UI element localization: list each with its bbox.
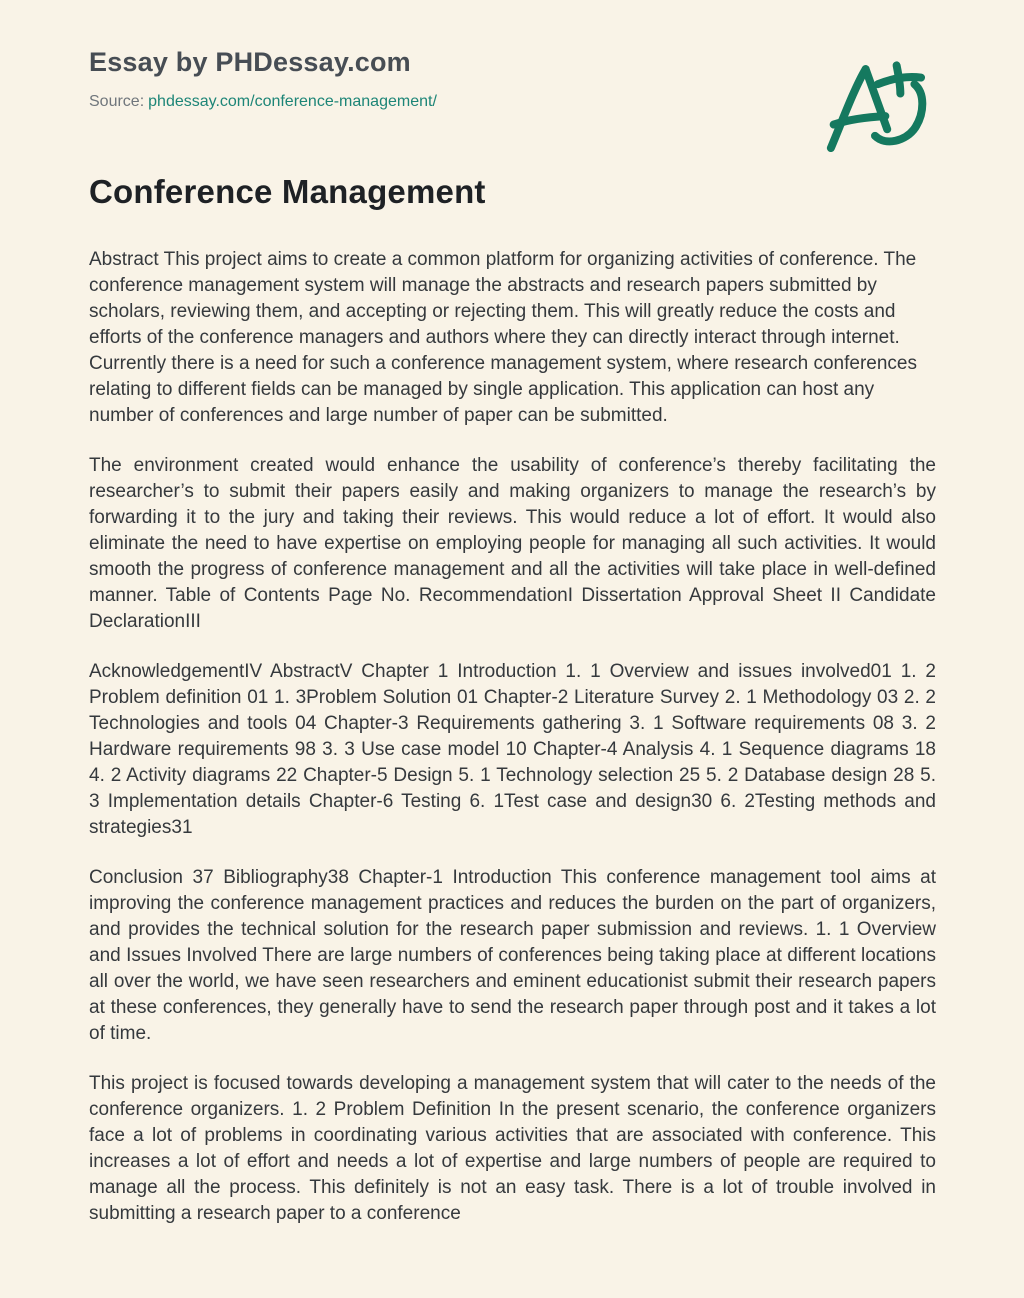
- essay-paragraph: AcknowledgementIV AbstractV Chapter 1 Introduction 1. 1 Overview and issues involved01 1. 2 Problem definition 01 1. 3Problem Solution 01 Chapter-2 Literature Survey 2. 1 Methodology 03 2. 2 Technologies and tools 04 Chapter-3 Requirements gathering 3. 1 Software requirements 08 3. 2 Hardware requirements 98 3. 3 Use case model 10 Chapter-4 Analysis 4. 1 Sequence diagrams 18 4. 2 Activity diagrams 22 Chapter-5 Design 5. 1 Technology selection 25 5. 2 Database design 28 5. 3 Implementation details Chapter-6 Testing 6. 1Test case and design30 6. 2Testing methods and strategies31: [89, 661, 936, 839]
- source-line: [89, 93, 936, 111]
- essay-paragraph: This project is focused towards developing a management system that will cater to the needs of the conference organizers. 1. 2 Problem Definition In the present scenario, the conference organizers face a lot of problems in coordinating various activities that are associated with conference. This increases a lot of effort and needs a lot of expertise and large numbers of people are required to manage all the process. This definitely is not an easy task. There is a lot of trouble involved in submitting a research paper to a conference: [89, 1073, 936, 1225]
- site-header-title: Essay by PHDessay.com: [89, 47, 411, 77]
- essay-paragraph: Conclusion 37 Bibliography38 Chapter-1 Introduction This conference management tool aims at improving the conference management practices and reduces the burden on the part of organizers, and provides the technical solution for the research paper submission and reviews. 1. 1 Overview and Issues Involved There are large numbers of conferences being taking place at different locations all over the world, we have seen researchers and eminent educationist submit their research papers at these conferences, they generally have to send the research paper through post and it takes a lot of time.: [89, 867, 936, 1045]
- essay-paragraph: Abstract This project aims to create a common platform for organizing activities of conference. The conference management system will manage the abstracts and research papers submitted by scholars, reviewing them, and accepting or rejecting them. This will greatly reduce the costs and efforts of the conference managers and authors where they can directly interact through internet. Currently there is a need for such a conference management system, where research conferences relating to different fields can be managed by single application. This application can host any number of conferences and large number of paper can be submitted.: [89, 249, 917, 427]
- essay-body: [89, 247, 936, 1227]
- source-label: Source:: [89, 93, 145, 111]
- essay-paragraph: The environment created would enhance the usability of conference’s thereby facilitating the researcher’s to submit their papers easily and making organizers to manage the research’s by forwarding it to the jury and taking their reviews. This would reduce a lot of effort. It would also eliminate the need to have expertise on employing people for managing all such activities. It would smooth the progress of conference management and all the activities will take place in well-defined manner. Table of Contents Page No. RecommendationI Dissertation Approval Sheet II Candidate DeclarationIII: [89, 455, 936, 633]
- essay-title: Conference Management: [89, 173, 486, 211]
- a-plus-logo-icon: [818, 56, 932, 164]
- source-link[interactable]: phdessay.com/conference-management/: [148, 93, 437, 111]
